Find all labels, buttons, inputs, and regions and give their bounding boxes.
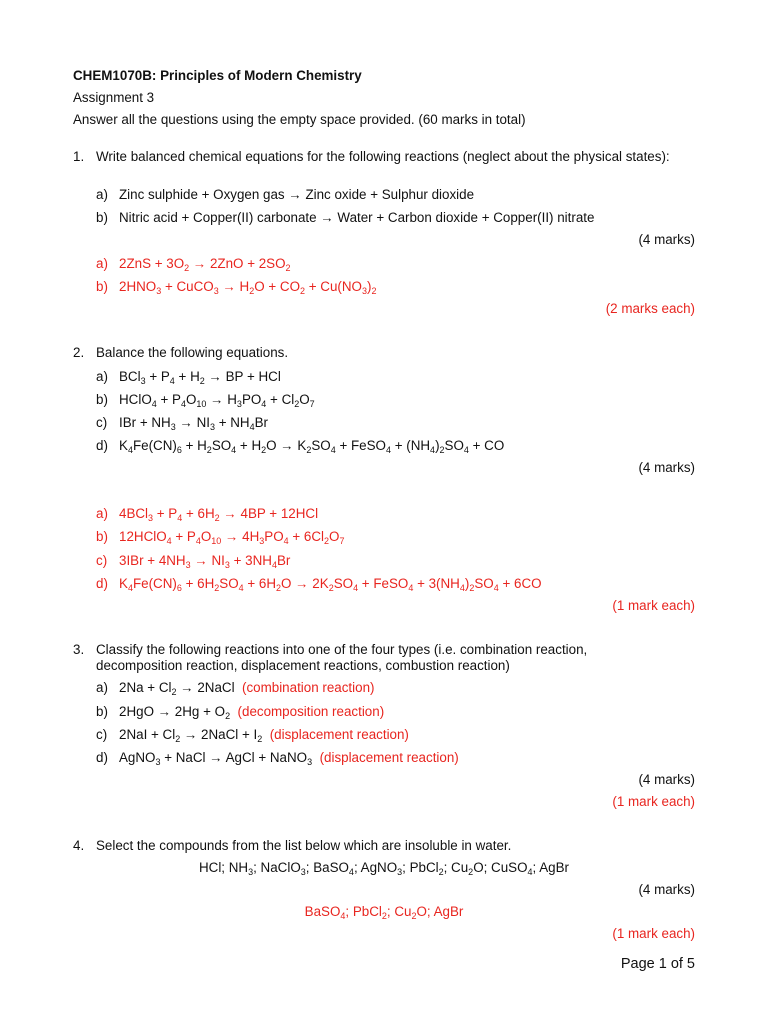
q3-marks: (4 marks) bbox=[638, 772, 695, 787]
q2-answer-marks: (1 mark each) bbox=[612, 598, 695, 613]
q2-answer-d: $K_4Fe(CN)_6 + 6H_2SO_4 + 6H_2O \to 2K_2SO_4$ + FeSO$_4$ + $3(NH_4)_2SO_4 + 6CO$ bbox=[119, 576, 542, 593]
q3-answer-d: (displacement reaction) bbox=[319, 750, 459, 765]
q3-item-a-label: a) bbox=[96, 680, 108, 695]
q2-answer-a: $4BCl_3 + P_4 + 6H_2 \to 4BP + 12HCl$ bbox=[119, 506, 319, 523]
q3-answer-a: (combination reaction) bbox=[242, 680, 375, 695]
q3-item-b-label: b) bbox=[96, 704, 108, 719]
q1-item-a-label: a) bbox=[96, 187, 108, 202]
q1-answer-b: $2HNO_3$ + CuCO$_3$ → $H_2O + CO_2 + Cu(NO_3)_2$ bbox=[119, 279, 377, 296]
q3-item-d: AgNO$_3$ + NaCl → AgCl + NaNO$_3$ (displacement reaction) bbox=[119, 750, 459, 767]
q2-item-d: $K_4Fe(CN)_6 + H_2SO_4 + H_2O \to K_2SO_4$ + FeSO$_4$ + $(NH_4)_2SO_4$ + CO bbox=[119, 438, 505, 455]
q1-answer-b-label: b) bbox=[96, 279, 108, 294]
q3-item-b: $2HgO \to 2Hg + O_2$ (decomposition reaction) bbox=[119, 704, 385, 721]
q3-item-c-label: c) bbox=[96, 727, 108, 742]
q4-answer-marks: (1 mark each) bbox=[612, 926, 695, 941]
q4-marks: (4 marks) bbox=[638, 882, 695, 897]
q2-answer-b-label: b) bbox=[96, 529, 108, 544]
assignment-title: Assignment 3 bbox=[73, 90, 155, 105]
q2-item-a: $BCl_3 + P_4 + H_2$ → BP + HCl bbox=[119, 369, 281, 386]
q2-answer-a-label: a) bbox=[96, 506, 108, 521]
q4-compound-list: HCl; $NH_3$; NaClO$_3$; BaSO$_4$; AgNO$_3$; PbCl$_2$; $Cu_2O$; CuSO$_4$; AgBr bbox=[198, 860, 570, 877]
q3-answer-c: (displacement reaction) bbox=[269, 727, 409, 742]
q4-number: 4. bbox=[73, 838, 85, 853]
q2-number: 2. bbox=[73, 345, 85, 360]
q4-text: Select the compounds from the list below which are insoluble in water. bbox=[96, 838, 512, 853]
q2-item-c-label: c) bbox=[96, 415, 108, 430]
q2-item-d-label: d) bbox=[96, 438, 108, 453]
q4-answer: BaSO$_4$; PbCl$_2$; $Cu_2O$; AgBr bbox=[304, 904, 464, 921]
q1-answer-marks: (2 marks each) bbox=[605, 301, 695, 316]
q2-marks: (4 marks) bbox=[638, 460, 695, 475]
q1-text: Write balanced chemical equations for the following reactions (neglect about the physical states): bbox=[96, 149, 670, 164]
q2-text: Balance the following equations. bbox=[96, 345, 289, 360]
q3-text: Classify the following reactions into one of the four types (i.e. combination reaction, decomposition reaction, displacement reactions, combustion reaction) bbox=[96, 642, 588, 673]
q2-answer-d-label: d) bbox=[96, 576, 108, 591]
q2-item-c: IBr + $NH_3 \to NI_3 + NH_4Br$ bbox=[119, 415, 268, 432]
q1-item-b: Nitric acid + Copper(II) carbonate → Water + Carbon dioxide + Copper(II) nitrate bbox=[119, 210, 595, 225]
q2-item-b-label: b) bbox=[96, 392, 108, 407]
q3-answer-b: (decomposition reaction) bbox=[237, 704, 385, 719]
page-number: Page 1 of 5 bbox=[620, 956, 695, 972]
q1-number: 1. bbox=[73, 149, 85, 164]
q3-number: 3. bbox=[73, 642, 85, 657]
q2-answer-c-label: c) bbox=[96, 553, 108, 568]
q2-answer-b: 12HClO$_4$ + $P_4O_{10} \to 4H_3PO_4 + 6Cl_2O_7$ bbox=[119, 529, 345, 546]
q2-item-b: HClO$_4$ + $P_4O_{10} \to H_3PO_4 + Cl_2O_7$ bbox=[119, 392, 315, 409]
course-title: CHEM1070B: Principles of Modern Chemistry bbox=[73, 68, 362, 83]
q3-answer-marks: (1 mark each) bbox=[612, 794, 695, 809]
q1-item-a: Zinc sulphide + Oxygen gas → Zinc oxide + Sulphur dioxide bbox=[119, 187, 475, 202]
q1-item-b-label: b) bbox=[96, 210, 108, 225]
q2-answer-c: $3IBr + 4NH_3 \to NI_3 + 3NH_4Br$ bbox=[119, 553, 291, 570]
instructions: Answer all the questions using the empty space provided. (60 marks in total) bbox=[73, 112, 526, 127]
q3-item-d-label: d) bbox=[96, 750, 108, 765]
q3-item-a: $2Na + Cl_2$ → 2NaCl (combination reaction) bbox=[119, 680, 375, 697]
q3-item-c: $2NaI + Cl_2$ → 2NaCl + $I_2$ (displacement reaction) bbox=[119, 727, 409, 744]
q1-answer-a-label: a) bbox=[96, 256, 108, 271]
q1-answer-a: $2ZnS + 3O_2 \to 2ZnO + 2SO_2$ bbox=[119, 256, 291, 273]
q1-marks: (4 marks) bbox=[638, 232, 695, 247]
q2-item-a-label: a) bbox=[96, 369, 108, 384]
